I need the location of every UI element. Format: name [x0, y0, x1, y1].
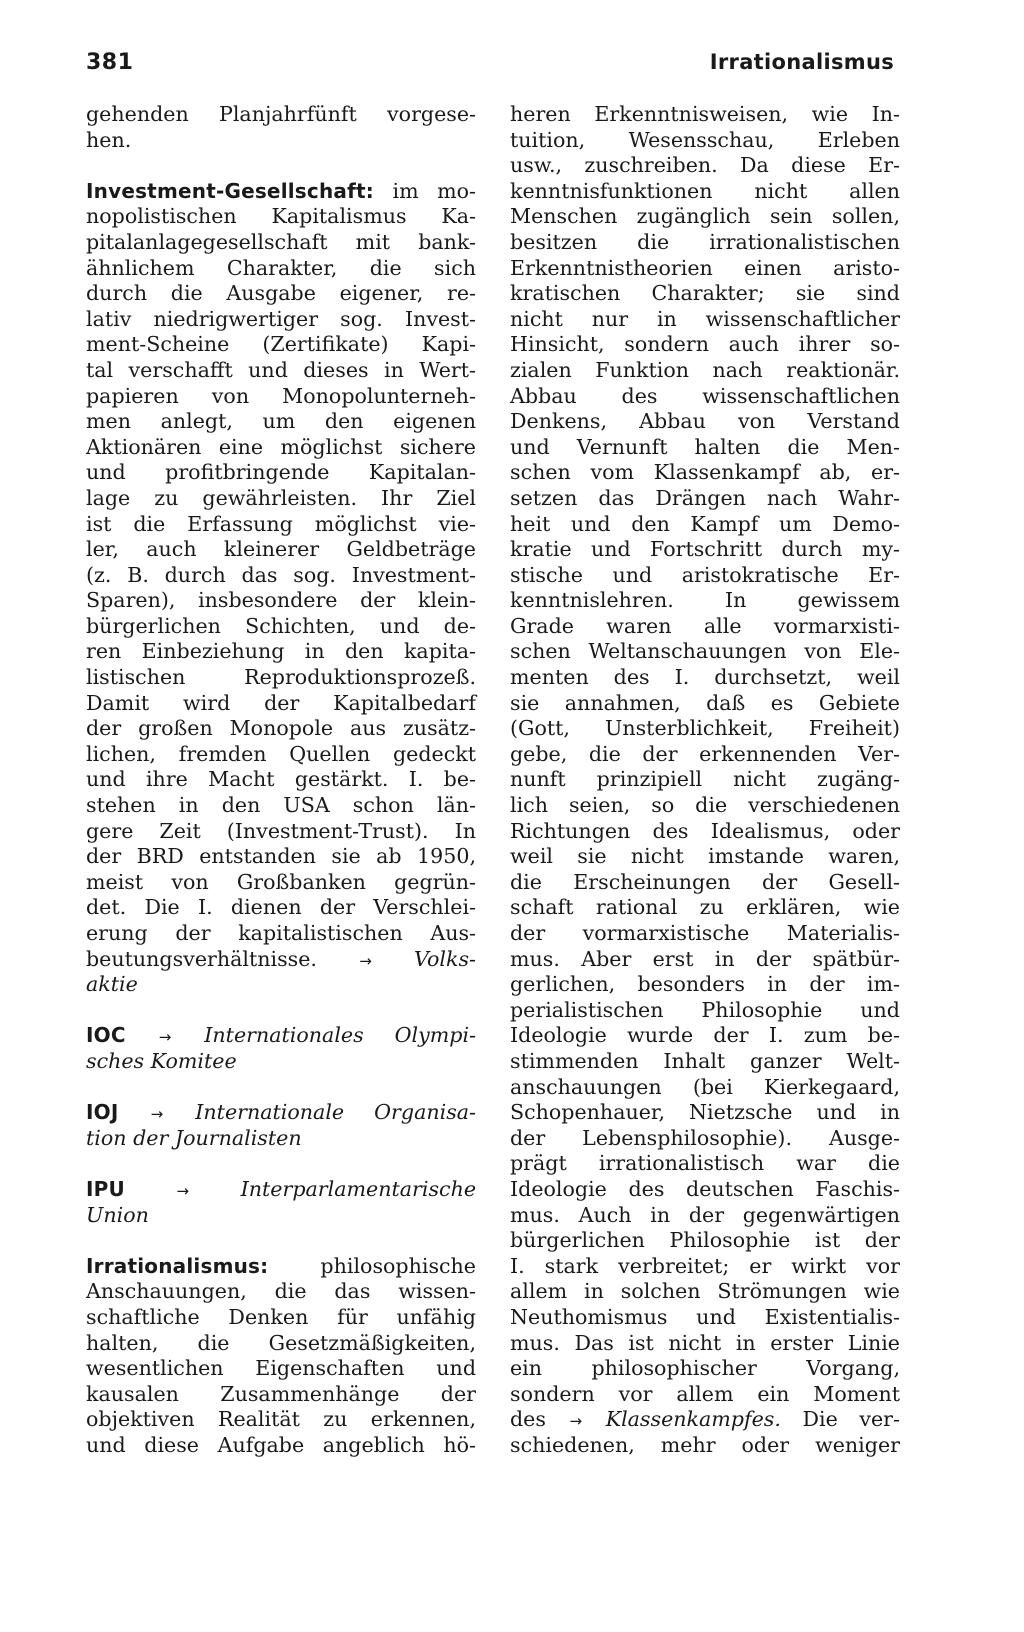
text-line: lich seien, so die verschiedenen: [510, 793, 900, 818]
text-line: bürgerlichen Philosophie ist der: [510, 1228, 900, 1253]
text-fragment: philosophische: [320, 1253, 476, 1278]
cross-reference[interactable]: Internationale Organisa-: [195, 1100, 477, 1125]
text-line: setzen das Drängen nach Wahr-: [510, 485, 900, 510]
text-line: durch die Ausgabe eigener, re-: [86, 281, 476, 306]
cross-reference[interactable]: aktie: [86, 972, 138, 997]
text-line: det. Die I. dienen der Verschlei-: [86, 895, 476, 920]
text-line: menten des I. durchsetzt, weil: [510, 665, 900, 690]
running-head: Irrationalismus: [709, 50, 894, 74]
cross-reference[interactable]: Klassenkampfes.: [605, 1407, 781, 1432]
text-line: mus. Das ist nicht in erster Linie: [510, 1330, 900, 1355]
text-line: nunft prinzipiell nicht zugäng-: [510, 767, 900, 792]
text-line: listischen Reproduktionsprozeß.: [86, 665, 476, 690]
text-line: und profitbringende Kapitalan-: [86, 460, 476, 485]
text-line: I. stark verbreitet; er wirkt vor: [510, 1253, 900, 1278]
text-line: (z. B. durch das sog. Investment-: [86, 562, 476, 587]
text-line: meist von Großbanken gegrün-: [86, 869, 476, 894]
text-line: stehen in den USA schon län-: [86, 793, 476, 818]
text-line: schen vom Klassenkampf ab, er-: [510, 460, 900, 485]
text-line: [86, 972, 476, 998]
text-line: Neuthomismus und Existentialis-: [510, 1304, 900, 1329]
text-line: Schopenhauer, Nietzsche und in: [510, 1100, 900, 1125]
entry-term: IOJ: [86, 1100, 119, 1125]
text-line: Erkenntnistheorien einen aristo-: [510, 255, 900, 280]
text-line: schen Weltanschauungen von Ele-: [510, 639, 900, 664]
text-line: ler, auch kleinerer Geldbeträge: [86, 537, 476, 562]
text-line: hen.: [86, 127, 132, 152]
text-line: Ideologie wurde der I. zum be-: [510, 1023, 900, 1048]
text-line: ein philosophischer Vorgang,: [510, 1356, 900, 1381]
text-fragment: im mo-: [392, 178, 476, 203]
text-line: wesentlichen Eigenschaften und: [86, 1356, 476, 1381]
text-line: ähnlichem Charakter, die sich: [86, 255, 476, 280]
text-fragment: des: [510, 1407, 546, 1432]
entry-ipu: [86, 1177, 476, 1203]
text-line: prägt irrationalistisch war die: [510, 1151, 900, 1176]
text-line: [510, 1407, 900, 1433]
text-line: bürgerlichen Schichten, und de-: [86, 613, 476, 638]
text-line: pitalanlagegesellschaft mit bank-: [86, 229, 476, 254]
text-line: kratischen Charakter; sie sind: [510, 281, 900, 306]
text-line: (Gott, Unsterblichkeit, Freiheit): [510, 716, 900, 741]
text-line: ren Einbeziehung in den kapita-: [86, 639, 476, 664]
text-line: lativ niedrigwertiger sog. Invest-: [86, 306, 476, 331]
text-line: lichen, fremden Quellen gedeckt: [86, 741, 476, 766]
text-line: [86, 1126, 476, 1152]
text-line: der vormarxistische Materialis-: [510, 921, 900, 945]
text-line: [86, 947, 476, 973]
entry-term: Irrationalismus:: [86, 1253, 269, 1278]
text-line: schaft rational zu erklären, wie: [510, 895, 900, 920]
text-line: und Vernunft halten die Men-: [510, 434, 900, 459]
page-number: 381: [86, 50, 134, 75]
text-line: lage zu gewährleisten. Ihr Ziel: [86, 485, 476, 510]
text-line: schiedenen, mehr oder weniger: [510, 1432, 900, 1457]
text-line: Ideologie des deutschen Faschis-: [510, 1176, 900, 1201]
text-line: Hinsicht, sondern auch ihrer so-: [510, 332, 900, 357]
right-column: [510, 102, 900, 1458]
text-line: und ihre Macht gestärkt. I. be-: [86, 767, 476, 792]
text-line: objektiven Realität zu erkennen,: [86, 1407, 476, 1432]
arrow-icon: →: [569, 1412, 583, 1431]
text-line: besitzen die irrationalistischen: [510, 229, 900, 254]
entry-irrationalismus: [86, 1254, 476, 1280]
text-line: [86, 1203, 476, 1229]
text-line: schaftliche Denken für unfähig: [86, 1304, 476, 1329]
text-fragment: Die ver-: [802, 1407, 900, 1432]
arrow-icon: →: [359, 951, 372, 970]
cross-reference[interactable]: Union: [86, 1202, 149, 1227]
entry-ioc: [86, 1023, 476, 1049]
text-line: kratie und Fortschritt durch my-: [510, 537, 900, 562]
entry-term: Investment-Gesellschaft:: [86, 178, 374, 203]
text-line: kenntnisfunktionen nicht allen: [510, 178, 900, 203]
entry-term: IPU: [86, 1176, 125, 1201]
text-line: mus. Auch in der gegenwärtigen: [510, 1202, 900, 1227]
text-line: stische und aristokratische Er-: [510, 562, 900, 587]
text-line: kausalen Zusammenhänge der: [86, 1381, 476, 1406]
text-line: erung der kapitalistischen Aus-: [86, 921, 476, 945]
text-line: der BRD entstanden sie ab 1950,: [86, 844, 476, 869]
text-line: heit und den Kampf um Demo-: [510, 511, 900, 536]
entry-investment-gesellschaft: [86, 179, 476, 205]
text-line: nicht nur in wissenschaftlicher: [510, 306, 900, 331]
text-line: tuition, Wesensschau, Erleben: [510, 127, 900, 152]
entry-term: IOC: [86, 1023, 126, 1048]
cross-reference[interactable]: tion der Journalisten: [86, 1125, 302, 1150]
text-line: [86, 1049, 476, 1075]
text-line: kenntnislehren. In gewissem: [510, 588, 900, 613]
text-line: tal verschafft und dieses in Wert-: [86, 357, 476, 382]
text-line: Grade waren alle vormarxisti-: [510, 613, 900, 638]
text-line: halten, die Gesetzmäßigkeiten,: [86, 1330, 476, 1355]
text-line: usw., zuschreiben. Da diese Er-: [510, 153, 900, 178]
arrow-icon: →: [158, 1028, 172, 1047]
left-column: [86, 102, 476, 1458]
text-line: Anschauungen, die das wissen-: [86, 1279, 476, 1304]
text-line: perialistischen Philosophie und: [510, 997, 900, 1022]
text-line: Menschen zugänglich sein sollen,: [510, 204, 900, 229]
arrow-icon: →: [150, 1105, 164, 1124]
text-line: stimmenden Inhalt ganzer Welt-: [510, 1048, 900, 1073]
entry-ioj: [86, 1100, 476, 1126]
text-line: mus. Aber erst in der spätbür-: [510, 946, 900, 971]
text-line: Richtungen des Idealismus, oder: [510, 818, 900, 843]
text-line: und diese Aufgabe angeblich hö-: [86, 1432, 476, 1457]
text-line: papieren von Monopolunterneh-: [86, 383, 476, 408]
cross-reference[interactable]: Internationales Olympi-: [204, 1023, 477, 1048]
text-line: Sparen), insbesondere der klein-: [86, 588, 476, 613]
arrow-icon: →: [176, 1181, 190, 1200]
text-line: heren Erkenntnisweisen, wie In-: [510, 102, 900, 126]
text-line: Damit wird der Kapitalbedarf: [86, 690, 476, 715]
text-line: ist die Erfassung möglichst vie-: [86, 511, 476, 536]
text-line: gere Zeit (Investment-Trust). In: [86, 818, 476, 843]
text-line: gehenden Planjahrfünft vorgese-: [86, 102, 476, 126]
text-line: der großen Monopole aus zusätz-: [86, 716, 476, 741]
text-line: weil sie nicht imstande waren,: [510, 844, 900, 869]
text-line: anschauungen (bei Kierkegaard,: [510, 1074, 900, 1099]
cross-reference[interactable]: Interparlamentarische: [240, 1176, 477, 1201]
text-line: gerlichen, besonders in der im-: [510, 972, 900, 997]
text-line: Denkens, Abbau von Verstand: [510, 409, 900, 434]
text-line: die Erscheinungen der Gesell-: [510, 869, 900, 894]
text-line: gebe, die der erkennenden Ver-: [510, 741, 900, 766]
text-line: nopolistischen Kapitalismus Ka-: [86, 204, 476, 229]
text-line: men anlegt, um den eigenen: [86, 409, 476, 434]
text-line: Aktionären eine möglichst sichere: [86, 434, 476, 459]
text-line: allem in solchen Strömungen wie: [510, 1279, 900, 1304]
text-line: sondern vor allem ein Moment: [510, 1381, 900, 1406]
text-line: sie annahmen, daß es Gebiete: [510, 690, 900, 715]
cross-reference[interactable]: sches Komitee: [86, 1048, 237, 1073]
text-line: zialen Funktion nach reaktionär.: [510, 357, 900, 382]
text-line: der Lebensphilosophie). Ausge-: [510, 1125, 900, 1150]
cross-reference[interactable]: Volks-: [414, 946, 477, 971]
text-fragment: beutungsverhältnisse.: [86, 946, 317, 971]
text-line: Abbau des wissenschaftlichen: [510, 383, 900, 408]
text-line: ment-Scheine (Zertifikate) Kapi-: [86, 332, 476, 357]
